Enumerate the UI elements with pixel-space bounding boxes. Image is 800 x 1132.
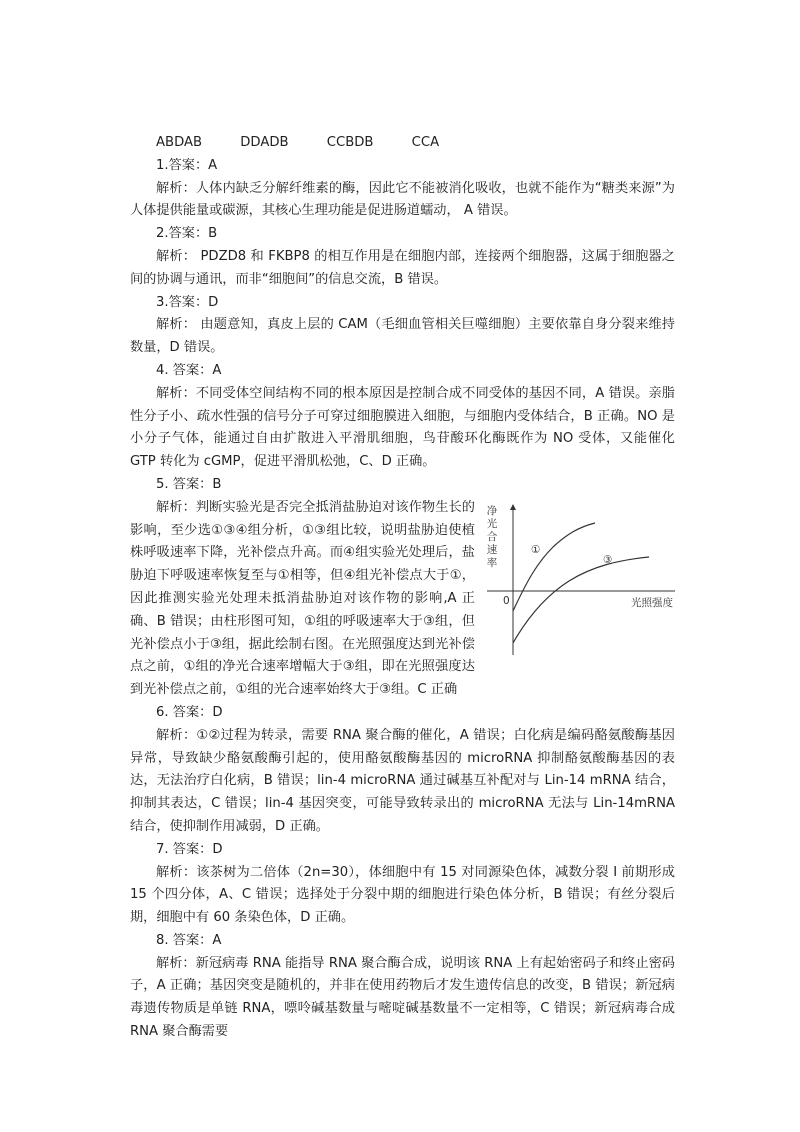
curve-group-1 bbox=[513, 523, 595, 611]
q7-answer: 7. 答案：D bbox=[156, 841, 223, 857]
answer-key-group: ABDAB bbox=[156, 135, 203, 150]
q5-answer: 5. 答案：B bbox=[156, 476, 222, 492]
q5-analysis: 解析：判断实验光是否完全抵消盐胁迫对该作物生长的影响，至少选①③④组分析，①③组比较，说明盐胁迫使植株呼吸速率下降，光补偿点升高。而④组实验光处理后，盐胁迫下呼吸速率恢复至与①相等，但④组光补偿点大于①，因此推测实验光处理未抵消盐胁迫对该作物的影响,A 正确、B 错误；由柱形图可知，①组的呼吸速率大于③组，但光补偿点小于③组，据此绘制右图。在光照强度达到光补偿点之前，①组的净光合速率增幅大于③组，即在光照强度达到光补偿点之前，①组的光合速率始终大于③组。C 正确 bbox=[130, 499, 475, 698]
curve-group-3 bbox=[513, 557, 649, 643]
curve-label-1: ① bbox=[531, 543, 541, 556]
q7-analysis: 解析：该茶树为二倍体（2n=30），体细胞中有 15 对同源染色体，减数分裂 I 前期形成 15 个四分体，A、C 错误；选择处于分裂中期的细胞进行染色体分析，B 错误；有丝分裂后期，细胞中有 60 条染色体，D 正确。 bbox=[130, 864, 675, 926]
origin-label: 0 bbox=[503, 594, 510, 607]
answer-document bbox=[130, 132, 675, 1044]
answer-key-group: CCBDB bbox=[326, 135, 374, 150]
q1-answer: 1.答案：A bbox=[156, 157, 218, 173]
curve-label-3: ③ bbox=[603, 553, 613, 566]
light-response-figure bbox=[483, 503, 675, 663]
q5-analysis-block bbox=[130, 497, 675, 702]
q3-analysis: 解析： 由题意知，真皮上层的 CAM（毛细血管相关巨噬细胞）主要依靠自身分裂来维持数量，D 错误。 bbox=[130, 317, 675, 356]
q4-analysis: 解析：不同受体空间结构不同的根本原因是控制合成不同受体的基因不同，A 错误。亲脂性分子小、疏水性强的信号分子可穿过细胞膜进入细胞，与细胞内受体结合，B 正确。NO 是小分子气体，能通过自由扩散进入平滑肌细胞，鸟苷酸环化酶既作为 NO 受体，又能催化 GTP 转化为 cGMP，促进平滑肌松弛，C、D 正确。 bbox=[130, 385, 675, 470]
q6-analysis: 解析：①②过程为转录，需要 RNA 聚合酶的催化，A 错误；白化病是编码酪氨酸酶基因异常，导致缺少酪氨酸酶引起的，使用酪氨酸酶基因的 microRNA 抑制酪氨酸酶基因的表达，无法治疗白化病，B 错误；lin-4 microRNA 通过碱基互补配对与 Lin-14 mRNA 结合，抑制其表达，C 错误；lin-4 基因突变，可能导致转录出的 microRNA 无法与 Lin-14mRNA 结合，使抑制作用减弱，D 正确。 bbox=[130, 727, 675, 834]
q1-analysis: 解析：人体内缺乏分解纤维素的酶，因此它不能被消化吸收，也就不能作为“糖类来源”为人体提供能量或碳源，其核心生理功能是促进肠道蠕动， A 错误。 bbox=[130, 180, 675, 219]
q4-answer: 4. 答案：A bbox=[156, 362, 222, 378]
q2-answer: 2.答案：B bbox=[156, 226, 218, 242]
answer-keys-row bbox=[130, 132, 675, 155]
light-response-plot bbox=[483, 503, 675, 663]
answer-key-group: CCA bbox=[411, 135, 440, 150]
q8-analysis: 解析：新冠病毒 RNA 能指导 RNA 聚合酶合成，说明该 RNA 上有起始密码子和终止密码子，A 正确；基因突变是随机的，并非在使用药物后才发生遗传信息的改变，B 错误；新冠病毒遗传物质是单链 RNA，嘌呤碱基数量与嘧啶碱基数量不一定相等，C 错误；新冠病毒合成 RNA 聚合酶需要 bbox=[130, 955, 675, 1040]
x-axis-label: 光照强度 bbox=[631, 596, 673, 609]
y-axis-label: 净光合速率 bbox=[486, 504, 498, 569]
q2-analysis: 解析： PDZD8 和 FKBP8 的相互作用是在细胞内部，连接两个细胞器，这属于细胞器之间的协调与通讯，而非“细胞间”的信息交流，B 错误。 bbox=[130, 248, 675, 287]
q6-answer: 6. 答案：D bbox=[156, 704, 223, 720]
q8-answer: 8. 答案：A bbox=[156, 932, 222, 948]
answer-key-group: DDADB bbox=[240, 135, 289, 150]
q3-answer: 3.答案：D bbox=[156, 294, 219, 310]
